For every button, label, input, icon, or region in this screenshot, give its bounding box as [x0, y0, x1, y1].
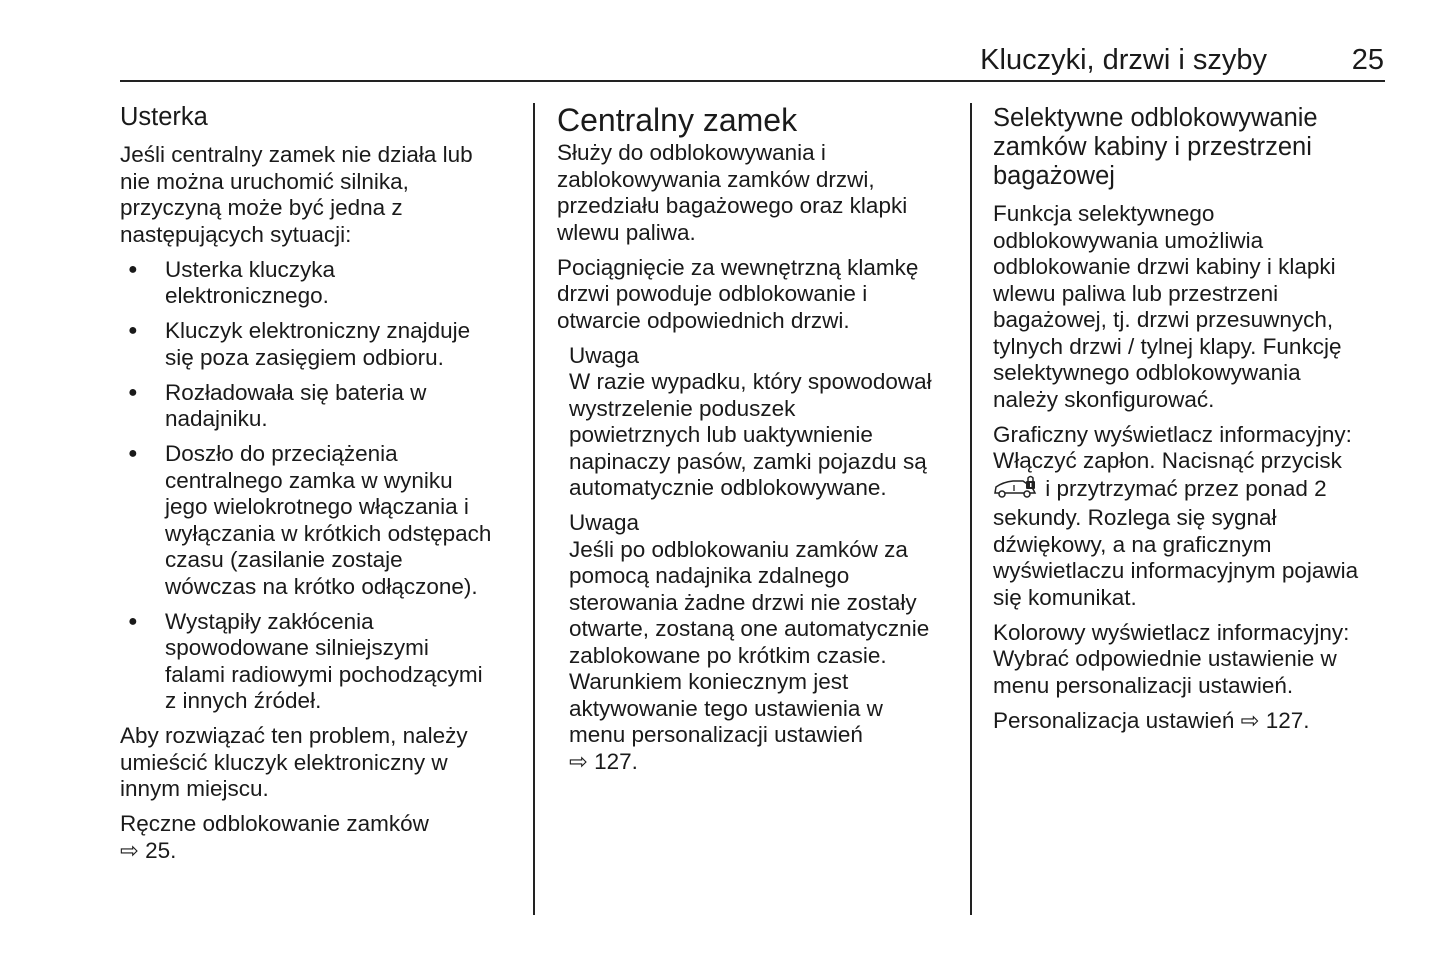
- paragraph: Pociągnięcie za wewnętrzną klamkę drzwi powoduje odblokowanie i otwarcie odpowiednich drzwi.: [557, 254, 919, 333]
- list-item: ● Usterka kluczyka elektronicznego.: [120, 257, 520, 310]
- page-number: 25: [1351, 44, 1384, 76]
- header-rule: [120, 80, 1385, 82]
- note-title: Uwaga: [569, 510, 640, 535]
- column-usterka: [120, 103, 520, 873]
- cross-reference[interactable]: Personalizacja ustawień ⇨ 127.: [993, 707, 1310, 733]
- heading-selektywne: Selektywne odblokowywanie zamków kabiny i przestrzeni bagażowej: [993, 104, 1318, 190]
- paragraph: Kolorowy wyświetlacz informacyjny: Wybrać odpowiednie ustawienie w menu personalizacji ustawień.: [993, 619, 1350, 698]
- paragraph-part: i przytrzymać przez ponad 2 sekundy. Rozlega się sygnał dźwiękowy, a na graficznym wyświetlaczu informacyjnym pojawia się komunikat.: [993, 475, 1359, 610]
- car-lock-icon: [993, 475, 1039, 506]
- column-divider: [533, 103, 535, 915]
- column-selektywne: [993, 104, 1393, 743]
- column-centralny-zamek: [557, 102, 957, 784]
- paragraph: Jeśli centralny zamek nie działa lub nie można uruchomić silnika, przyczyną może być jedna z następujących sytuacji:: [120, 142, 473, 247]
- note-text: Jeśli po odblokowaniu zamków za pomocą nadajnika zdalnego sterowania żadne drzwi nie zostały otwarte, zostaną one automatycznie zablokowane po krótkim czasie. Warunkiem koniecznym jest aktywowanie tego ustawienia w menu personalizacji ustawień ⇨ 127.: [569, 536, 930, 774]
- list-item: ● Doszło do przeciążenia centralnego zamka w wyniku jego wielokrotnego włączania i wyłączania w krótkich odstępach czasu (zasilanie zostaje wówczas na krótko odłączone).: [120, 441, 520, 600]
- heading-usterka: Usterka: [120, 103, 208, 131]
- list-item: ● Rozładowała się bateria w nadajniku.: [120, 380, 520, 433]
- list-item: ● Wystąpiły zakłócenia spowodowane silniejszymi falami radiowymi pochodzącymi z innych źródeł.: [120, 609, 520, 715]
- bullet-list: [120, 257, 520, 715]
- cross-reference[interactable]: Ręczne odblokowanie zamków ⇨ 25.: [120, 811, 429, 863]
- list-item: ● Kluczyk elektroniczny znajduje się poza zasięgiem odbioru.: [120, 318, 520, 371]
- note-title: Uwaga: [569, 342, 640, 368]
- heading-centralny-zamek: Centralny zamek: [557, 102, 798, 138]
- note: [569, 343, 957, 502]
- paragraph: Służy do odblokowywania i zablokowywania zamków drzwi, przedziału bagażowego oraz klapki wlewu paliwa.: [557, 140, 908, 245]
- column-divider: [970, 103, 972, 915]
- section-title: Kluczyki, drzwi i szyby: [980, 44, 1267, 76]
- paragraph: Aby rozwiązać ten problem, należy umieścić kluczyk elektroniczny w innym miejscu.: [120, 723, 468, 801]
- paragraph-part: Graficzny wyświetlacz informacyjny: Włączyć zapłon. Nacisnąć przycisk: [993, 421, 1352, 473]
- paragraph: Funkcja selektywnego odblokowywania umożliwia odblokowanie drzwi kabiny i klapki wlewu paliwa lub przestrzeni bagażowej, tj. drzwi przesuwnych, tylnych drzwi / tylnej klapy. Funkcję selektywnego odblokowywania należy skonfigurować.: [993, 201, 1342, 412]
- note: [569, 510, 957, 775]
- note-text: W razie wypadku, który spowodował wystrzelenie poduszek powietrznych lub uaktywnienie napinaczy pasów, zamki pojazdu są automatycznie odblokowywane.: [569, 369, 932, 500]
- paragraph: [993, 422, 1393, 612]
